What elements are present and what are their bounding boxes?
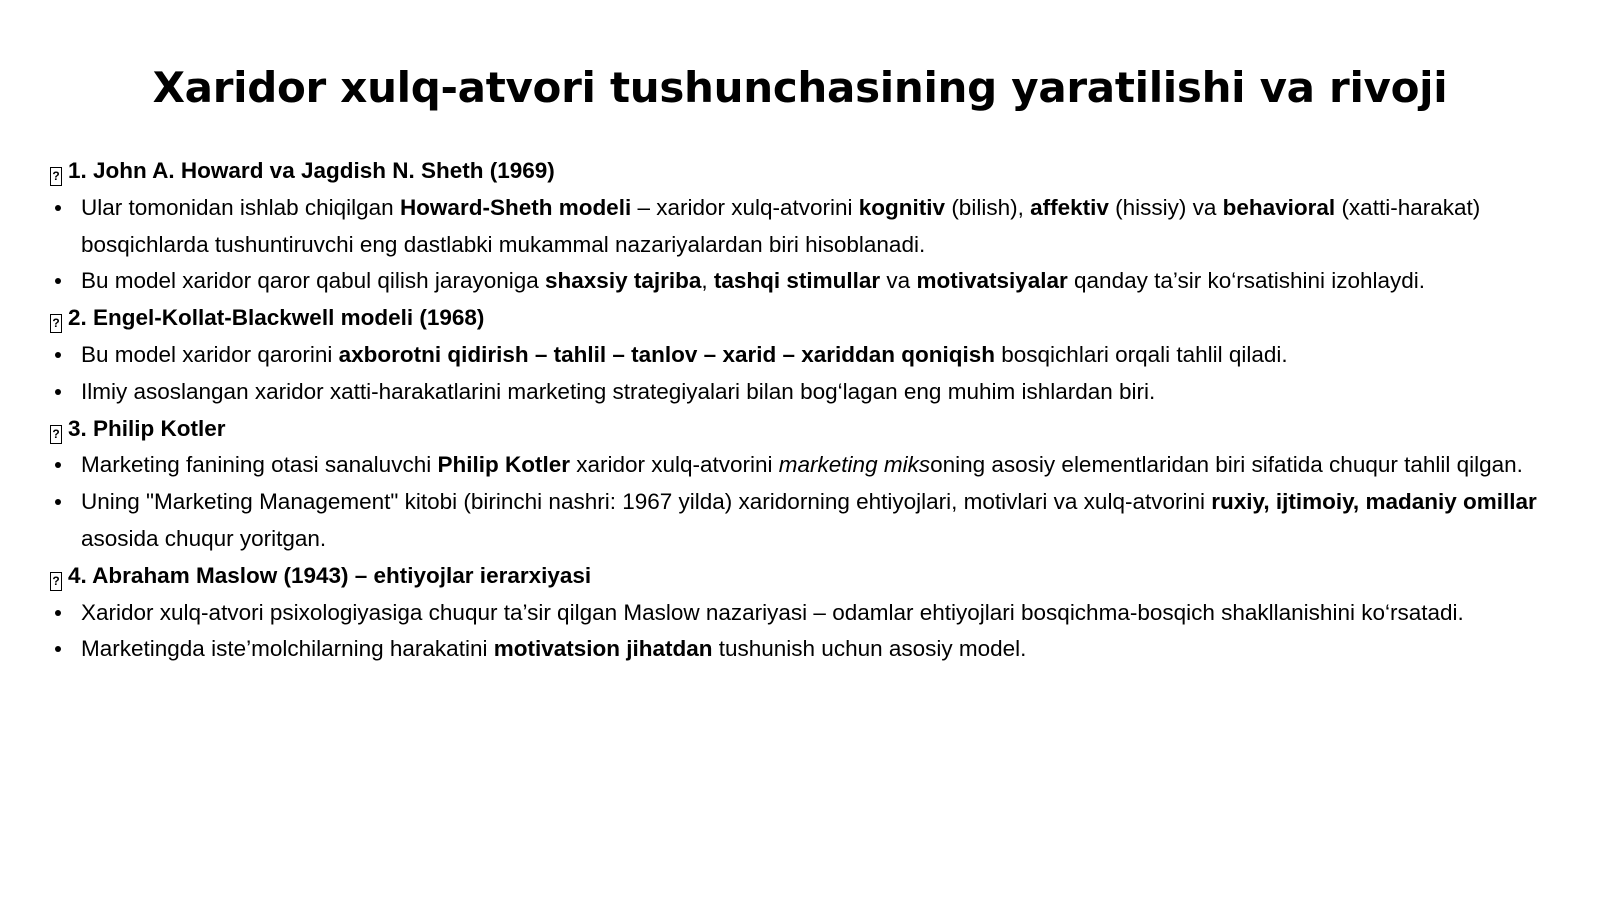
- bullet-item: [50, 631, 1560, 668]
- bold-text: behavioral: [1222, 194, 1336, 220]
- section-heading-text: 2. Engel-Kollat-Blackwell modeli (1968): [68, 305, 485, 331]
- text-run: va: [880, 268, 917, 294]
- section-heading: [50, 153, 1560, 190]
- section-heading-text: 1. John A. Howard va Jagdish N. Sheth (1969): [68, 158, 555, 183]
- text-run: ,: [701, 268, 714, 294]
- missing-glyph-icon: ?: [50, 572, 62, 591]
- bold-text: kognitiv: [858, 194, 946, 220]
- bullet-item: [50, 447, 1560, 484]
- bold-text: motivatsiyalar: [916, 268, 1068, 294]
- text-run: xaridor xulq-atvorini: [569, 452, 779, 478]
- section-heading: [50, 411, 1560, 448]
- text-run: Bu model xaridor qarorini: [81, 341, 339, 367]
- text-run: Uning "Marketing Management" kitobi (birinchi nashri: 1967 yilda) xaridorning ehtiyojlari, motivlari va xulq-atvorini: [81, 489, 1212, 515]
- text-run: qanday ta’sir ko‘rsatishini izohlaydi.: [1067, 268, 1426, 294]
- text-run: asosida chuqur yoritgan.: [81, 525, 327, 551]
- missing-glyph-icon: ?: [50, 314, 62, 333]
- bullet-item: [50, 484, 1560, 558]
- bullet-item: [50, 190, 1560, 264]
- bold-text: Philip Kotler: [437, 452, 570, 478]
- text-run: tushunish uchun asosiy model.: [712, 636, 1027, 662]
- bold-text: motivatsion jihatdan: [493, 636, 713, 662]
- bold-text: ruxiy, ijtimoiy, madaniy omillar: [1211, 489, 1537, 515]
- slide-title: Xaridor xulq-atvori tushunchasining yaratilishi va rivoji: [152, 63, 1448, 112]
- missing-glyph-icon: ?: [50, 167, 62, 186]
- text-run: (xatti-harakat) bosqichlarda tushuntiruvchi eng dastlabki mukammal nazariyalardan biri hisoblanadi.: [81, 194, 1481, 257]
- text-run: Marketing fanining otasi sanaluvchi: [81, 452, 438, 478]
- text-run: (hissiy) va: [1108, 194, 1223, 220]
- text-run: – xaridor xulq-atvorini: [631, 194, 859, 220]
- italic-text: marketing miks: [778, 452, 931, 478]
- bold-text: tashqi stimullar: [713, 268, 881, 294]
- text-run: (bilish),: [945, 194, 1031, 220]
- text-run: bosqichlari orqali tahlil qiladi.: [995, 341, 1288, 367]
- bold-text: affektiv: [1030, 194, 1109, 220]
- missing-glyph-icon: ?: [50, 425, 62, 444]
- bullet-item: [50, 374, 1560, 411]
- bullet-item: [50, 595, 1560, 632]
- bold-text: axborotni qidirish – tahlil – tanlov – xarid – xariddan qoniqish: [338, 341, 996, 367]
- bold-text: shaxsiy tajriba: [545, 268, 702, 294]
- text-run: Ilmiy asoslangan xaridor xatti-harakatlarini marketing strategiyalari bilan bog‘lagan eng muhim ishlardan biri.: [81, 378, 1156, 404]
- bullet-item: [50, 337, 1560, 374]
- slide-content: [50, 153, 1560, 668]
- section-heading-text: 3. Philip Kotler: [68, 415, 226, 441]
- text-run: Bu model xaridor qaror qabul qilish jarayoniga: [81, 268, 546, 294]
- bullet-item: [50, 263, 1560, 300]
- bold-text: Howard-Sheth modeli: [399, 194, 632, 220]
- text-run: Marketingda iste’molchilarning harakatini: [81, 636, 494, 662]
- section-heading: [50, 558, 1560, 595]
- section-heading-text: 4. Abraham Maslow (1943) – ehtiyojlar ierarxiyasi: [68, 562, 592, 588]
- text-run: oning asosiy elementlaridan biri sifatida chuqur tahlil qilgan.: [930, 452, 1523, 478]
- text-run: Xaridor xulq-atvori psixologiyasiga chuqur ta’sir qilgan Maslow nazariyasi – odamlar ehtiyojlari bosqichma-bosqich shakllanishini ko‘rsatadi.: [81, 599, 1464, 625]
- section-heading: [50, 300, 1560, 337]
- text-run: Ular tomonidan ishlab chiqilgan: [81, 194, 400, 220]
